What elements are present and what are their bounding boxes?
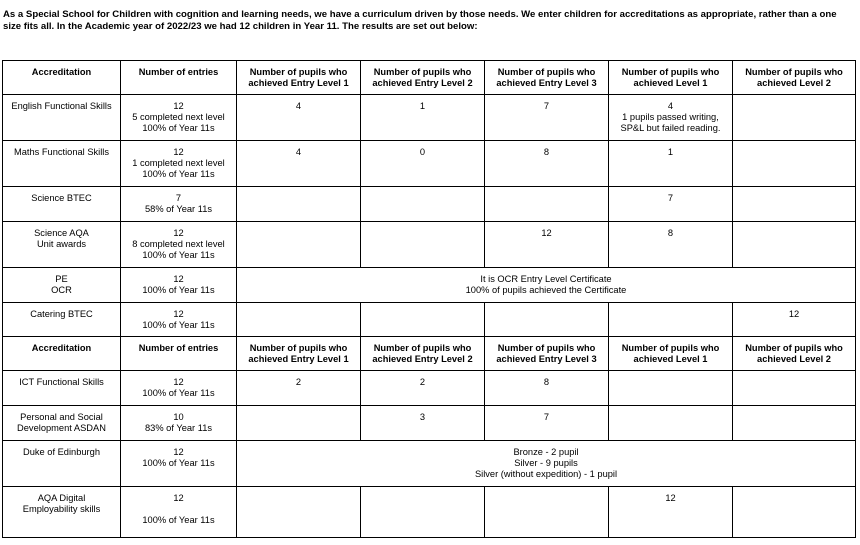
- result-cell-l2: 12: [733, 303, 856, 337]
- entries-cell: 12 1 completed next level 100% of Year 11s: [121, 141, 237, 187]
- entries-cell: 12 5 completed next level 100% of Year 11s: [121, 95, 237, 141]
- column-header: Number of pupils who achieved Entry Level 2: [361, 337, 485, 371]
- table-row: [3, 141, 856, 187]
- column-header: Number of entries: [121, 337, 237, 371]
- column-header: Number of pupils who achieved Level 2: [733, 61, 856, 95]
- result-cell-el1: 2: [237, 371, 361, 406]
- result-cell-el2: [361, 303, 485, 337]
- result-cell-l2: [733, 487, 856, 538]
- result-cell-l2: [733, 95, 856, 141]
- result-cell-l2: [733, 406, 856, 441]
- result-cell-el3: 12: [485, 222, 609, 268]
- entries-cell: 12 8 completed next level 100% of Year 11s: [121, 222, 237, 268]
- table-row: [3, 187, 856, 222]
- result-cell-el1: [237, 487, 361, 538]
- table-row: [3, 441, 856, 487]
- column-header: Number of pupils who achieved Entry Level 2: [361, 61, 485, 95]
- accreditation-name: Maths Functional Skills: [3, 141, 121, 187]
- result-cell-el3: 8: [485, 141, 609, 187]
- column-header: Number of entries: [121, 61, 237, 95]
- merged-result-cell: Bronze - 2 pupil Silver - 9 pupils Silver (without expedition) - 1 pupil: [237, 441, 856, 487]
- entries-cell: 12 100% of Year 11s: [121, 303, 237, 337]
- result-cell-l1: [609, 303, 733, 337]
- result-cell-el1: 4: [237, 95, 361, 141]
- column-header: Number of pupils who achieved Entry Level 3: [485, 337, 609, 371]
- accreditation-name: ICT Functional Skills: [3, 371, 121, 406]
- accreditation-name: Science BTEC: [3, 187, 121, 222]
- result-cell-el1: [237, 222, 361, 268]
- entries-cell: 12 100% of Year 11s: [121, 441, 237, 487]
- table-row: [3, 487, 856, 538]
- accreditation-name: PE OCR: [3, 268, 121, 303]
- result-cell-el1: [237, 187, 361, 222]
- accreditation-name: Personal and Social Development ASDAN: [3, 406, 121, 441]
- accreditation-name: Duke of Edinburgh: [3, 441, 121, 487]
- result-cell-el3: [485, 303, 609, 337]
- result-cell-l2: [733, 141, 856, 187]
- entries-cell: 10 83% of Year 11s: [121, 406, 237, 441]
- result-cell-l2: [733, 371, 856, 406]
- result-cell-l1: 12: [609, 487, 733, 538]
- table-row: [3, 371, 856, 406]
- result-cell-el1: [237, 406, 361, 441]
- entries-cell: 12 100% of Year 11s: [121, 268, 237, 303]
- entries-cell: 12 100% of Year 11s: [121, 487, 237, 538]
- result-cell-el2: [361, 187, 485, 222]
- column-header: Number of pupils who achieved Level 1: [609, 61, 733, 95]
- result-cell-el3: 8: [485, 371, 609, 406]
- result-cell-el2: 1: [361, 95, 485, 141]
- result-cell-l1: 4 1 pupils passed writing, SP&L but failed reading.: [609, 95, 733, 141]
- result-cell-el1: [237, 303, 361, 337]
- accreditation-name: AQA Digital Employability skills: [3, 487, 121, 538]
- table-row: [3, 222, 856, 268]
- column-header: Accreditation: [3, 337, 121, 371]
- result-cell-el3: 7: [485, 95, 609, 141]
- column-header: Number of pupils who achieved Entry Level 1: [237, 61, 361, 95]
- result-cell-el3: [485, 487, 609, 538]
- result-cell-l1: 1: [609, 141, 733, 187]
- entries-cell: 7 58% of Year 11s: [121, 187, 237, 222]
- accreditation-name: English Functional Skills: [3, 95, 121, 141]
- result-cell-l2: [733, 222, 856, 268]
- result-cell-l1: 7: [609, 187, 733, 222]
- result-cell-el3: 7: [485, 406, 609, 441]
- header-row: [3, 61, 856, 95]
- entries-cell: 12 100% of Year 11s: [121, 371, 237, 406]
- table-row: [3, 268, 856, 303]
- header-row: [3, 337, 856, 371]
- column-header: Number of pupils who achieved Level 1: [609, 337, 733, 371]
- accreditation-name: Science AQA Unit awards: [3, 222, 121, 268]
- table-row: [3, 406, 856, 441]
- results-table: [2, 60, 856, 538]
- result-cell-l1: 8: [609, 222, 733, 268]
- column-header: Number of pupils who achieved Entry Level 3: [485, 61, 609, 95]
- result-cell-l1: [609, 406, 733, 441]
- result-cell-el2: 2: [361, 371, 485, 406]
- column-header: Number of pupils who achieved Level 2: [733, 337, 856, 371]
- result-cell-el2: 3: [361, 406, 485, 441]
- column-header: Accreditation: [3, 61, 121, 95]
- result-cell-l2: [733, 187, 856, 222]
- result-cell-el2: [361, 487, 485, 538]
- intro-paragraph: As a Special School for Children with cognition and learning needs, we have a curriculum driven by those needs. We enter children for accreditations as appropriate, rather than a one size fits all. In the Academic year of 2022/23 we had 12 children in Year 11. The results are set out below:: [3, 9, 837, 32]
- result-cell-el2: [361, 222, 485, 268]
- merged-result-cell: It is OCR Entry Level Certificate 100% of pupils achieved the Certificate: [237, 268, 856, 303]
- result-cell-el2: 0: [361, 141, 485, 187]
- result-cell-el1: 4: [237, 141, 361, 187]
- table-row: [3, 303, 856, 337]
- accreditation-name: Catering BTEC: [3, 303, 121, 337]
- result-cell-l1: [609, 371, 733, 406]
- table-row: [3, 95, 856, 141]
- column-header: Number of pupils who achieved Entry Level 1: [237, 337, 361, 371]
- result-cell-el3: [485, 187, 609, 222]
